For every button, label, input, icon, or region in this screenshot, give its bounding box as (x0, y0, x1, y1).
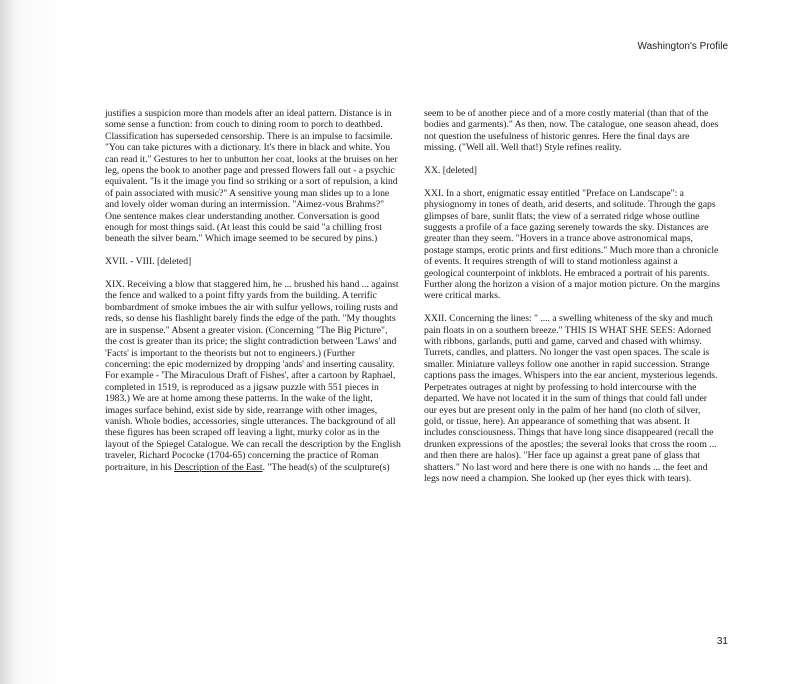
section-xx: XX. [deleted] (424, 165, 477, 177)
paragraph-continued: seem to be of another piece and of a more costly material (than that of the bodies and garments)." As then, now. The catalogue, one season ahead, does not question the usefulness of historic genres. Here the final days are missing. ("Well all. Well that!) Style refines reality. (424, 108, 719, 154)
right-column (424, 108, 720, 484)
page-gutter-shadow (0, 0, 14, 684)
section-xix-text-end: . "The head(s) of the sculpture(s) (262, 461, 390, 473)
section-xvii-viii: XVII. - VIII. [deleted] (105, 256, 192, 268)
section-xix-text: XIX. Receiving a blow that staggered him, he ... brushed his hand ... against the fence and walked to a point fifty yards from the building. A terrific bombardment of smoke imbues the air with sulfur yellows, roiling rusts and reds, so dense his flashlight barely finds the edge of the path. "My thoughts are in suspense." Absent a greater vision. (Concerning "The Big Picture", the cost is greater than its price; the slight contradiction between 'Laws' and 'Facts' is important to the theorists but not to engineers.) (Further concerning: the epic modernized by dropping 'ands' and inserting causality. For example - 'The Miraculous Draft of Fishes', after a cartoon by Raphael, completed in 1519, is reproduced as a jigsaw puzzle with 551 pieces in 1983.) We are at home among these patterns. In the wake of the light, images surface behind, exist side by side, rearrange with other images, vanish. Whole bodies, accessories, single utterances. The background of all these figures has been scraped off leaving a light, murky color as in the layout of the Spiegel Catalogue. We can recall the description by the English traveler, Richard Pococke (1704-65) concerning the practice of Roman portraiture, in his (105, 279, 401, 473)
section-xix (105, 279, 401, 473)
section-xxii: XXII. Concerning the lines: " .... a swelling whiteness of the sky and much pain floats in on a southern breeze." THIS IS WHAT SHE SEES: Adorned with ribbons, garlands, putti and game, carved and chased with whimsy. Turrets, candles, and platters. No longer the vast open spaces. The scale is smaller. Miniature valleys follow one another in rapid succession. Strange captions pass the images. Whispers into the ear ancient, mysterious legends. Perpetrates outrages at night by professing to hold intercourse with the departed. We have not located it in the sum of things that could fall under our eyes but are present only in the palm of her hand (no cloth of silver, gold, or tissue, here). An appearance of something that was absent. It includes consciousness. Things that have long since disappeared (recall the drunken expressions of the apostles; the several looks that cross the room ... and then there are halos). "Her face up against a great pane of glass that shatters." No last word and here there is one with no hands ... the feet and legs now need a champion. She looked up (her eyes thick with tears). (424, 313, 718, 484)
book-title-link: Description of the East (174, 461, 263, 473)
left-column (105, 108, 401, 473)
page-number: 31 (716, 636, 728, 647)
paragraph-intro: justifies a suspicion more than models after an ideal pattern. Distance is in some sense a function: from couch to dining room to porch to deathbed. Classification has superseded censorship. There is an impulse to facsimile. "You can take pictures with a dictionary. It's there in black and white. You can read it." Gestures to her to unbutton her coat, looks at the bruises on her leg, opens the book to another page and pressed flowers fall out - a psychic equivalent. "Is it the image you find so striking or a sort of repulsion, a kind of pain associated with music?" A sensitive young man slides up to a lone and lovely older woman during an intermission. "Aimez-vous Brahms?" One sentence makes clear understanding another. Conversation is good enough for most things said. (At least this could be said "a chilling frost beneath the silver beam." Which image seemed to be secured by pins.) (105, 108, 398, 245)
section-xxi: XXI. In a short, enigmatic essay entitled "Preface on Landscape": a physiognomy in tones of death, arid deserts, and solitude. Through the gaps glimpses of bare, sunlit flats; the view of a serrated ridge whose outline suggests a profile of a face gazing serenely towards the sky. Distances are greater than they seem. "Hovers in a trance above astronomical maps, postage stamps, erotic prints and first editions." Much more than a chronicle of events. It requires strength of will to stand motionless against a geological counterpoint of inkblots. He embraced a portrait of his parents. Further along the horizon a vision of a major motion picture. On the margins were critical marks. (424, 187, 720, 302)
running-header: Washington's Profile (637, 41, 728, 52)
